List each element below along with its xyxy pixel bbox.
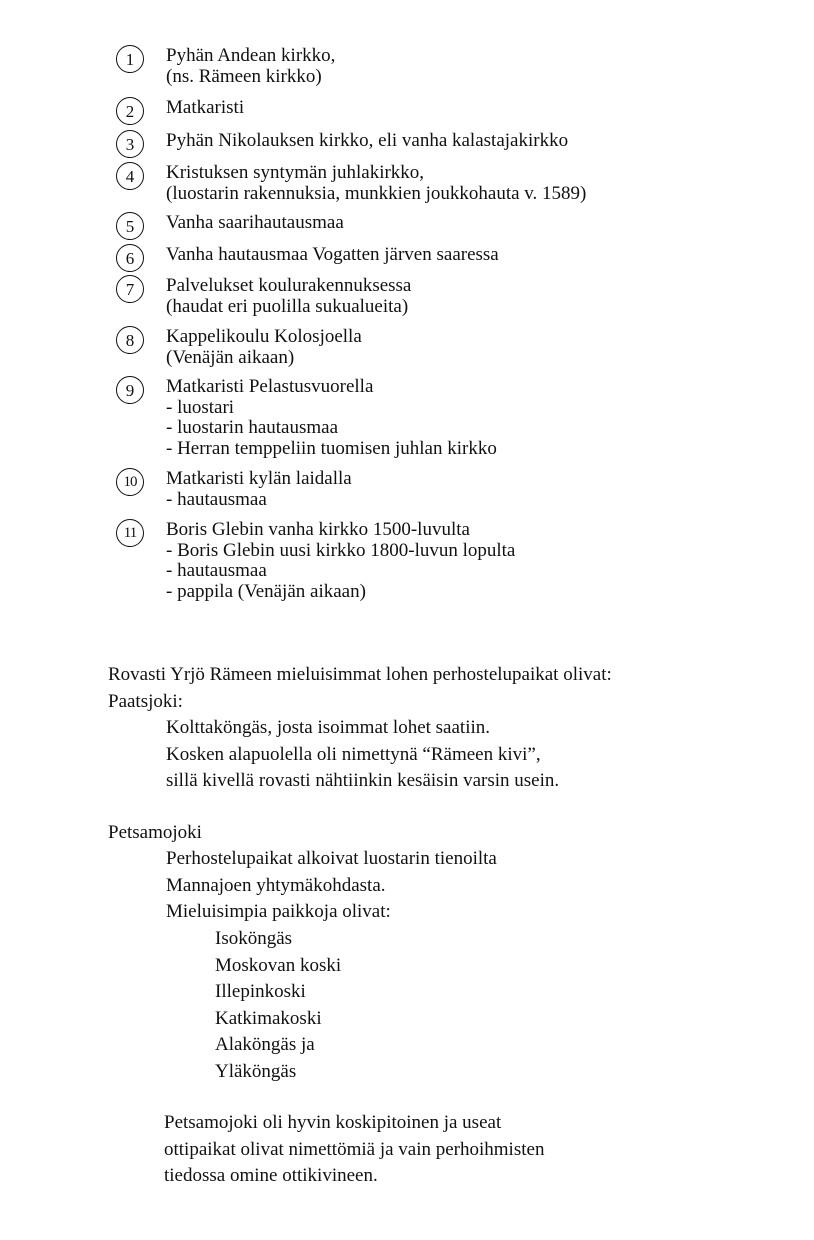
petsamojoki-closing xyxy=(164,1110,544,1190)
item-line: - hautausmaa xyxy=(166,488,267,510)
item-line: Palvelukset koulurakennuksessa xyxy=(166,275,412,296)
circled-number-10: 10 xyxy=(116,468,144,496)
place-item: Alaköngäs ja xyxy=(215,1034,315,1055)
item-line: Matkaristi Pelastusvuorella xyxy=(166,376,374,397)
item-line: (haudat eri puolilla sukualueita) xyxy=(166,295,409,317)
petsamojoki-line: Perhostelupaikat alkoivat luostarin tienoilta xyxy=(166,848,497,869)
item-line: Vanha hautausmaa Vogatten järven saaressa xyxy=(166,244,499,265)
place-item: Illepinkoski xyxy=(215,981,306,1002)
circled-number-8: 8 xyxy=(116,326,144,354)
paatsjoki-heading: Paatsjoki: xyxy=(108,690,183,712)
item-line: Pyhän Andean kirkko, xyxy=(166,45,336,66)
item-text xyxy=(166,46,335,87)
item-text xyxy=(166,276,411,317)
petsamojoki-line: Mannajoen yhtymäkohdasta. xyxy=(166,874,386,896)
petsamojoki-heading: Petsamojoki xyxy=(108,822,202,843)
place-item: Katkimakoski xyxy=(215,1007,322,1029)
item-line: Matkaristi kylän laidalla xyxy=(166,468,352,489)
item-text xyxy=(166,469,352,510)
item-line: Matkaristi xyxy=(166,97,245,118)
item-line: (Venäjän aikaan) xyxy=(166,346,295,368)
petsamojoki-lines xyxy=(166,846,497,926)
item-line: - pappila (Venäjän aikaan) xyxy=(166,580,366,602)
paatsjoki-line: Kosken alapuolella oli nimettynä “Rämeen kivi”, xyxy=(166,743,541,765)
item-text xyxy=(166,163,586,204)
place-item: Yläköngäs xyxy=(215,1060,297,1082)
item-line: - luostarin hautausmaa xyxy=(166,417,339,438)
item-line: - luostari xyxy=(166,396,235,418)
paatsjoki-lines xyxy=(166,715,559,795)
fishing-intro: Rovasti Yrjö Rämeen mieluisimmat lohen perhostelupaikat olivat: xyxy=(108,664,612,685)
item-text xyxy=(166,131,568,152)
fishing-intro-block xyxy=(108,662,612,715)
item-line: Kristuksen syntymän juhlakirkko, xyxy=(166,162,425,183)
circled-number-3: 3 xyxy=(116,130,144,158)
item-text xyxy=(166,520,515,602)
item-line: Boris Glebin vanha kirkko 1500-luvulta xyxy=(166,519,470,540)
item-text xyxy=(166,327,362,368)
circled-number-5: 5 xyxy=(116,212,144,240)
petsamojoki-heading-block xyxy=(108,820,202,847)
circled-number-2: 2 xyxy=(116,97,144,125)
item-line: - Boris Glebin uusi kirkko 1800-luvun lopulta xyxy=(166,539,516,561)
item-line: - hautausmaa xyxy=(166,560,267,581)
item-text xyxy=(166,213,344,234)
item-text xyxy=(166,377,497,459)
item-line: (luostarin rakennuksia, munkkien joukkohauta v. 1589) xyxy=(166,182,587,204)
closing-line: Petsamojoki oli hyvin koskipitoinen ja useat xyxy=(164,1112,502,1133)
petsamojoki-line: Mieluisimpia paikkoja olivat: xyxy=(166,901,391,922)
circled-number-11: 11 xyxy=(116,519,144,547)
circled-number-9: 9 xyxy=(116,376,144,404)
item-line: (ns. Rämeen kirkko) xyxy=(166,65,322,87)
item-line: Kappelikoulu Kolosjoella xyxy=(166,326,362,347)
petsamojoki-places xyxy=(215,926,341,1085)
item-text xyxy=(166,245,499,266)
paatsjoki-line: Kolttaköngäs, josta isoimmat lohet saatiin. xyxy=(166,717,491,738)
paatsjoki-line: sillä kivellä rovasti nähtiinkin kesäisin varsin usein. xyxy=(166,770,560,791)
item-line: Vanha saarihautausmaa xyxy=(166,212,344,233)
circled-number-4: 4 xyxy=(116,162,144,190)
circled-number-1: 1 xyxy=(116,45,144,73)
item-line: - Herran temppeliin tuomisen juhlan kirkko xyxy=(166,437,497,459)
place-item: Moskovan koski xyxy=(215,954,342,976)
closing-line: tiedossa omine ottikivineen. xyxy=(164,1165,378,1186)
item-text xyxy=(166,98,244,119)
closing-line: ottipaikat olivat nimettömiä ja vain perhoihmisten xyxy=(164,1138,545,1160)
place-item: Isoköngäs xyxy=(215,928,293,949)
item-line: Pyhän Nikolauksen kirkko, eli vanha kalastajakirkko xyxy=(166,130,569,151)
circled-number-7: 7 xyxy=(116,275,144,303)
circled-number-6: 6 xyxy=(116,244,144,272)
